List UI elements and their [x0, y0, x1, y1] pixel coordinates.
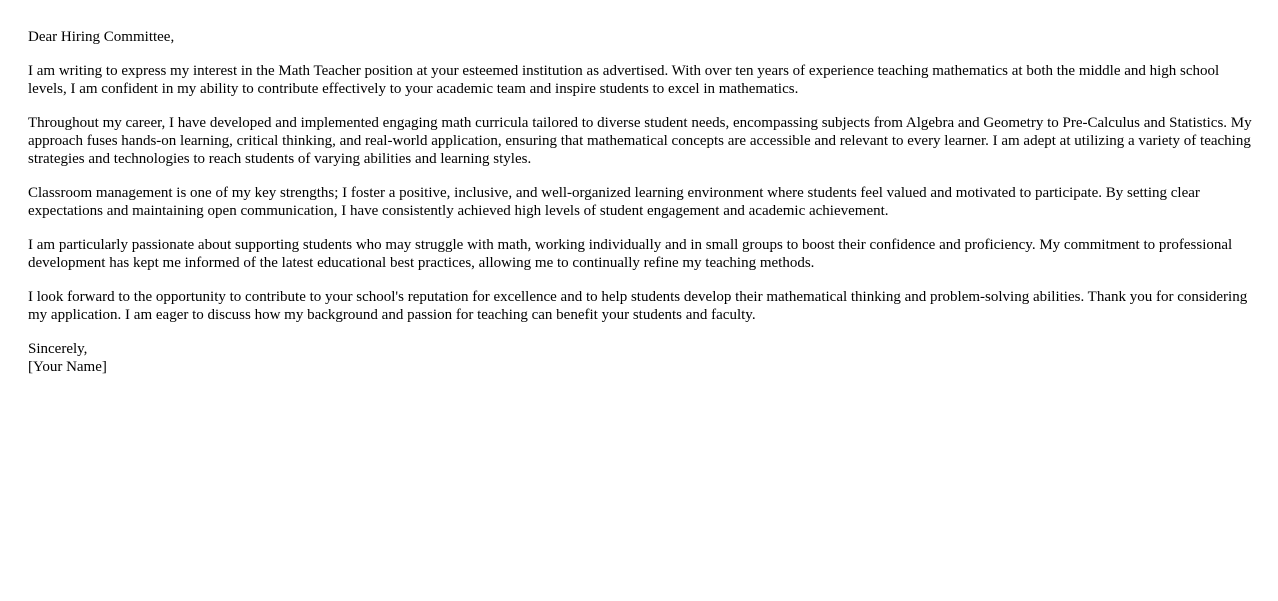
- closing-block: [28, 340, 1254, 376]
- paragraph-conclusion: I look forward to the opportunity to contribute to your school's reputation for excellence and to help students develop their mathematical thinking and problem-solving abilities. Thank you for considering my application. I am eager to discuss how my background and passion for teaching can benefit your students and faculty.: [28, 289, 1248, 323]
- cover-letter: [28, 28, 1254, 392]
- signature: [Your Name]: [28, 359, 107, 375]
- paragraph-student-support: I am particularly passionate about supporting students who may struggle with math, working individually and in small groups to boost their confidence and proficiency. My commitment to professional development has kept me informed of the latest educational best practices, allowing me to continually refine my teaching methods.: [28, 237, 1233, 271]
- paragraph-classroom-management: Classroom management is one of my key strengths; I foster a positive, inclusive, and well-organized learning environment where students feel valued and motivated to participate. By setting clear expectations and maintaining open communication, I have consistently achieved high levels of student engagement and academic achievement.: [28, 185, 1200, 219]
- paragraph-career: Throughout my career, I have developed and implemented engaging math curricula tailored to diverse student needs, encompassing subjects from Algebra and Geometry to Pre-Calculus and Statistics. My approach fuses hands-on learning, critical thinking, and real-world application, ensuring that mathematical concepts are accessible and relevant to every learner. I am adept at utilizing a variety of teaching strategies and technologies to reach students of varying abilities and learning styles.: [28, 115, 1252, 167]
- paragraph-interest: I am writing to express my interest in the Math Teacher position at your esteemed institution as advertised. With over ten years of experience teaching mathematics at both the middle and high school levels, I am confident in my ability to contribute effectively to your academic team and inspire students to excel in mathematics.: [28, 63, 1220, 97]
- salutation: Dear Hiring Committee,: [28, 29, 175, 45]
- closing: Sincerely,: [28, 341, 88, 357]
